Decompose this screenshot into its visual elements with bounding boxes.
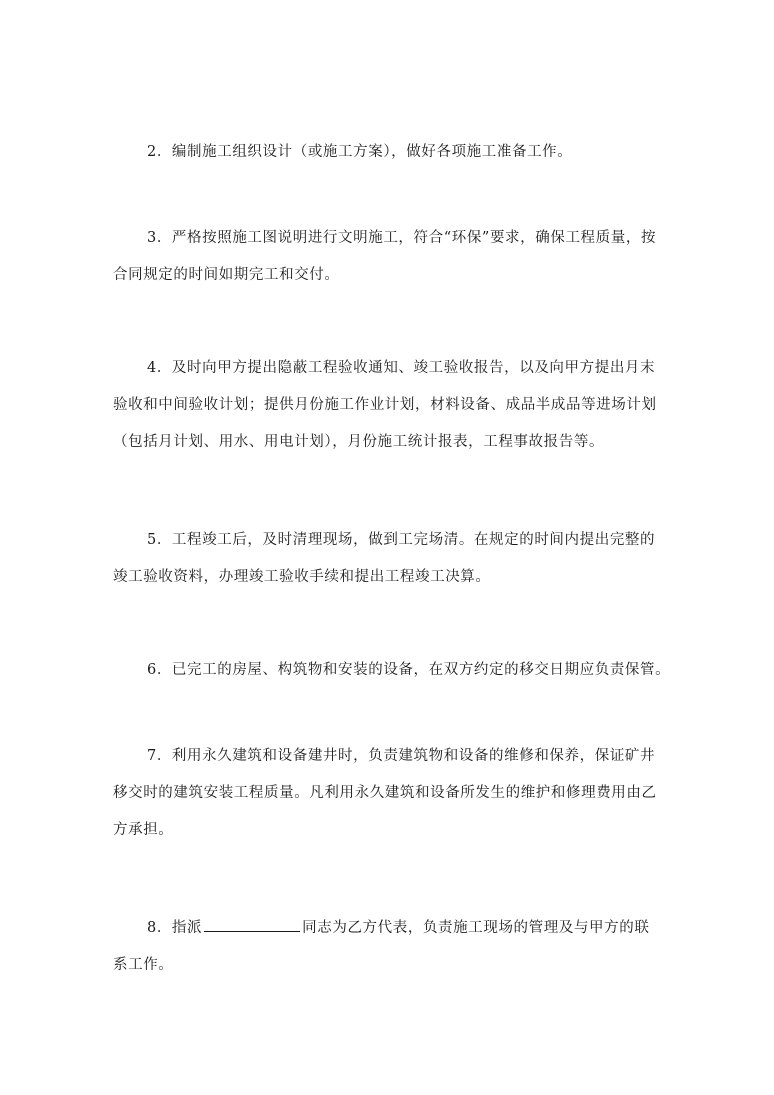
representative-name-blank[interactable] [204,915,300,932]
clause-7-line-3: 方承担。 [113,822,174,838]
clause-8-line-1 [113,910,661,947]
clause-3-line-2: 合同规定的时间如期完工和交付。 [113,267,340,283]
clause-3 [113,220,661,294]
clause-7-line-1: 7．利用永久建筑和设备建井时，负责建筑物和设备的维修和保养，保证矿井 [147,748,656,764]
clause-6 [113,652,671,689]
clause-7-line-2: 移交时的建筑安装工程质量。凡利用永久建筑和设备所发生的维护和修理费用由乙 [113,785,657,801]
clause-5 [113,522,661,596]
clause-5-line-1: 5．工程竣工后，及时清理现场，做到工完场清。在规定的时间内提出完整的 [147,532,656,548]
clause-4 [113,350,661,461]
clause-8-prefix: 8．指派 [147,920,203,936]
clause-3-line-1: 3．严格按照施工图说明进行文明施工，符合“环保”要求，确保工程质量，按 [147,230,657,246]
clause-6-line-1: 6．已完工的房屋、构筑物和安装的设备，在双方约定的移交日期应负责保管。 [147,662,671,678]
clause-4-line-3: （包括月计划、用水、用电计划），月份施工统计报表，工程事故报告等。 [113,434,605,450]
clause-4-line-2: 验收和中间验收计划；提供月份施工作业计划，材料设备、成品半成品等进场计划 [113,397,657,413]
clause-2-line-1: 2．编制施工组织设计（或施工方案），做好各项施工准备工作。 [147,144,573,160]
clause-8-suffix: 同志为乙方代表，负责施工现场的管理及与甲方的联 [302,920,650,936]
clause-2 [113,134,661,171]
clause-7 [113,738,661,849]
clause-5-line-2: 竣工验收资料，办理竣工验收手续和提出工程竣工决算。 [113,569,491,585]
clause-4-line-1: 4．及时向甲方提出隐蔽工程验收通知、竣工验收报告，以及向甲方提出月末 [147,360,656,376]
clause-8-line-2: 系工作。 [113,957,174,973]
clause-8 [113,910,661,984]
